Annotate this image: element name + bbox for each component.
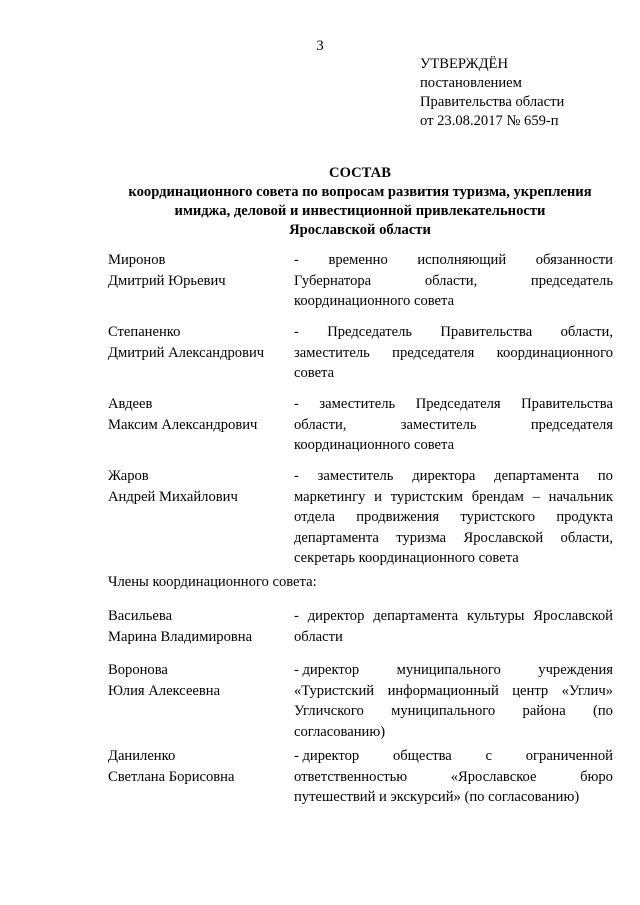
role-word: области,: [560, 529, 613, 546]
member-name: [108, 394, 288, 435]
role-word: ограниченной: [525, 748, 613, 764]
member-name: [108, 250, 288, 291]
member-surname: Миронов: [108, 252, 166, 268]
page-number: 3: [316, 38, 324, 54]
role-word: по: [597, 468, 613, 484]
role-word: -: [294, 396, 299, 412]
role-word: «Туристский: [294, 682, 375, 699]
role-word: центр: [512, 682, 549, 699]
member-given-name: Светлана Борисовна: [108, 768, 235, 785]
title-line: Ярославской области: [289, 222, 431, 238]
role-word: области,: [294, 416, 347, 433]
member-name: [108, 746, 288, 787]
role-word: «Ярославское: [450, 768, 537, 785]
role-line: [294, 767, 613, 788]
role-word: -: [294, 252, 299, 268]
role-word: координационного: [496, 344, 613, 361]
member-surname: Даниленко: [108, 748, 176, 764]
member-surname: Степаненко: [108, 324, 181, 340]
approval-line: от 23.08.2017 № 659-п: [420, 113, 559, 129]
member-given-name: Дмитрий Юрьевич: [108, 272, 226, 289]
role-word: учреждения: [538, 662, 613, 678]
role-word: Ярославской: [463, 529, 544, 546]
role-line: [294, 343, 613, 364]
role-word: Губернатора: [294, 272, 372, 289]
member-given-name: Андрей Михайлович: [108, 488, 238, 505]
role-line: [294, 487, 613, 508]
role-line: [294, 746, 613, 767]
role-line: [294, 435, 613, 456]
role-word: Председателя: [415, 396, 501, 412]
role-word: области,: [424, 272, 478, 289]
role-word: департамента: [294, 529, 379, 546]
role-word: обязанности: [535, 252, 613, 268]
approval-line: УТВЕРЖДЁН: [420, 56, 508, 72]
title-heading: СОСТАВ: [329, 165, 391, 181]
role-word: временно: [328, 252, 388, 268]
approval-line: Правительства области: [420, 94, 565, 110]
role-line: [294, 322, 613, 343]
role-word: ответственностью: [294, 768, 408, 785]
member-role: [294, 322, 613, 384]
role-word: района: [522, 703, 566, 719]
role-word: туризма: [396, 529, 447, 546]
role-word: с: [485, 748, 492, 764]
role-word: заместитель: [400, 416, 477, 433]
title-line: имиджа, деловой и инвестиционной привлекательности: [174, 203, 546, 219]
approval-stamp: [420, 55, 564, 131]
member-name: [108, 322, 288, 363]
role-line: [294, 787, 613, 808]
role-word: (по: [593, 703, 613, 719]
role-word: - директор: [294, 662, 360, 678]
role-word: брендам: [471, 488, 524, 505]
role-word: -: [294, 468, 299, 484]
role-line: [294, 627, 613, 648]
role-line: [294, 415, 613, 436]
role-word: директора: [412, 468, 476, 484]
member-surname: Авдеев: [108, 396, 153, 412]
role-word: исполняющий: [417, 252, 507, 268]
role-word: Угличского: [294, 703, 364, 719]
role-line: [294, 722, 613, 743]
member-given-name: Дмитрий Александрович: [108, 344, 265, 361]
role-word: -: [294, 608, 299, 624]
role-word: продвижения: [356, 509, 440, 525]
member-given-name: Марина Владимировна: [108, 628, 253, 645]
role-word: туристского: [460, 509, 536, 525]
role-word: информационный: [387, 682, 499, 699]
members-heading: Члены координационного совета:: [108, 574, 317, 590]
member-role: [294, 746, 613, 808]
role-line: [294, 291, 613, 312]
role-word: согласованию): [294, 723, 386, 740]
member-role: [294, 250, 613, 312]
role-word: - директор: [294, 748, 360, 764]
role-word: директор: [307, 608, 365, 624]
role-word: отдела: [294, 509, 335, 525]
member-role: [294, 466, 613, 569]
role-word: «Углич»: [561, 682, 613, 699]
role-line: [294, 507, 613, 528]
title-line: координационного совета по вопросам развития туризма, укрепления: [128, 184, 592, 200]
member-name: [108, 606, 288, 647]
role-line: [294, 548, 613, 569]
role-word: Председатель: [327, 324, 413, 340]
role-word: секретарь координационного совета: [294, 550, 519, 566]
approval-line: постановлением: [420, 75, 522, 91]
member-given-name: Юлия Алексеевна: [108, 682, 221, 699]
member-surname: Воронова: [108, 662, 168, 678]
role-line: [294, 701, 613, 722]
role-word: продукта: [556, 509, 613, 525]
member-role: [294, 606, 613, 647]
member-role: [294, 394, 613, 456]
role-word: заместитель: [294, 344, 370, 361]
role-word: совета: [294, 365, 335, 381]
member-given-name: Максим Александрович: [108, 416, 258, 433]
member-role: [294, 660, 613, 742]
role-word: путешествий и экскурсий» (по согласованию): [294, 789, 580, 805]
role-word: Правительства: [440, 324, 533, 340]
role-line: [294, 681, 613, 702]
role-word: –: [532, 488, 540, 505]
role-word: координационного совета: [294, 437, 455, 453]
role-word: департамента: [373, 608, 459, 624]
role-word: общества: [392, 748, 452, 764]
role-word: департамента: [494, 468, 580, 484]
role-word: туристским: [390, 488, 463, 505]
role-word: бюро: [580, 768, 613, 785]
member-name: [108, 660, 288, 701]
role-line: [294, 528, 613, 549]
role-word: начальник: [548, 488, 613, 505]
role-line: [294, 250, 613, 271]
role-line: [294, 606, 613, 627]
role-word: председателя: [392, 344, 475, 361]
role-word: председателя: [530, 416, 613, 433]
role-word: области,: [560, 324, 613, 340]
role-word: заместитель: [319, 396, 396, 412]
role-line: [294, 394, 613, 415]
member-surname: Васильева: [108, 608, 173, 624]
role-word: муниципального: [396, 662, 501, 678]
role-word: председатель: [530, 272, 613, 289]
role-word: заместитель: [317, 468, 394, 484]
document-title: [80, 164, 640, 240]
role-line: [294, 466, 613, 487]
role-word: культуры: [466, 608, 525, 624]
member-surname: Жаров: [108, 468, 149, 484]
role-word: координационного совета: [294, 293, 455, 309]
role-word: области: [294, 628, 343, 645]
role-line: [294, 660, 613, 681]
role-word: муниципального: [391, 703, 496, 719]
role-word: Правительства: [521, 396, 613, 412]
role-line: [294, 271, 613, 292]
member-name: [108, 466, 288, 507]
role-word: маркетингу: [294, 488, 366, 505]
role-word: Ярославской: [533, 608, 613, 624]
role-line: [294, 363, 613, 384]
role-word: и: [374, 488, 382, 505]
role-word: -: [294, 324, 299, 340]
